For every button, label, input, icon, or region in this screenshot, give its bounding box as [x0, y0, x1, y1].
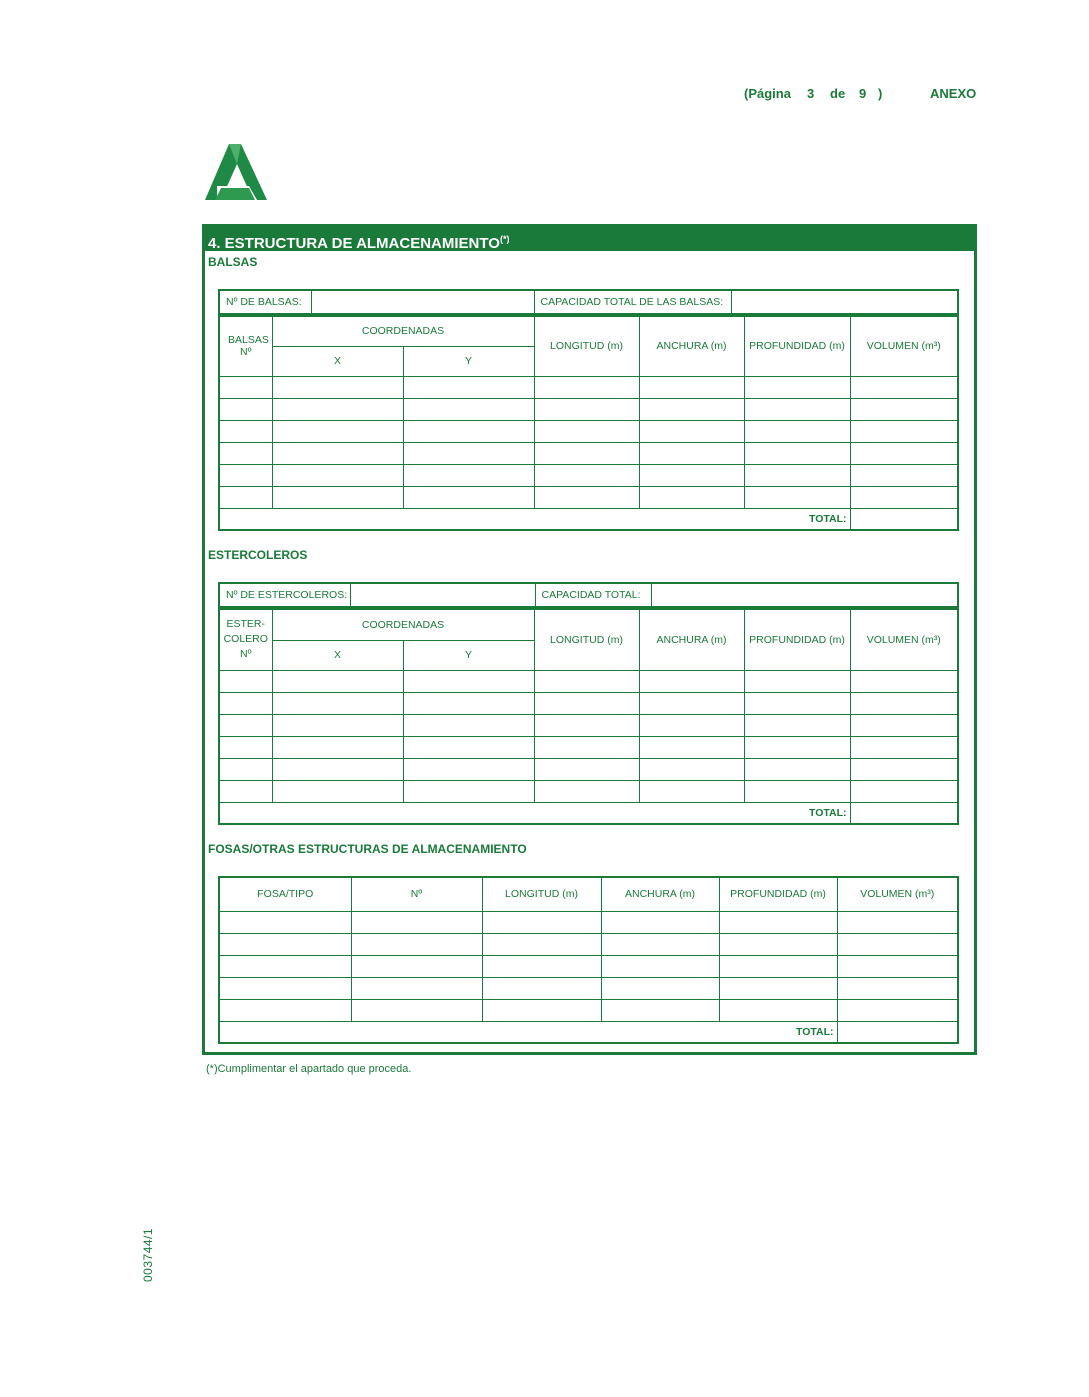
table-row [219, 977, 958, 999]
page-label: (Página [744, 86, 791, 101]
cell[interactable] [482, 911, 601, 933]
estercoleros-count-field[interactable] [350, 583, 535, 607]
cell[interactable] [719, 977, 837, 999]
cell[interactable] [534, 758, 639, 780]
cell[interactable] [272, 398, 403, 420]
table-row [219, 911, 958, 933]
cell[interactable] [351, 933, 482, 955]
cell[interactable] [351, 955, 482, 977]
cell[interactable] [744, 442, 850, 464]
cell[interactable] [219, 933, 351, 955]
cell[interactable] [639, 714, 744, 736]
fosas-total-label: TOTAL: [219, 1021, 837, 1043]
cell[interactable] [219, 758, 272, 780]
estercoleros-summary [218, 582, 959, 608]
cell[interactable] [219, 955, 351, 977]
page-total: 9 [859, 86, 867, 101]
cell[interactable] [219, 714, 272, 736]
cell[interactable] [403, 780, 534, 802]
cell[interactable] [639, 692, 744, 714]
cell[interactable] [639, 736, 744, 758]
section-header [205, 227, 975, 251]
table-row [219, 376, 958, 398]
cell[interactable] [272, 442, 403, 464]
cell[interactable] [272, 714, 403, 736]
cell[interactable] [601, 911, 719, 933]
cell[interactable] [534, 692, 639, 714]
cell[interactable] [534, 714, 639, 736]
cell[interactable] [601, 999, 719, 1021]
cell[interactable] [744, 714, 850, 736]
cell[interactable] [719, 999, 837, 1021]
balsas-col-anchura: ANCHURA (m) [639, 316, 744, 376]
cell[interactable] [639, 398, 744, 420]
cell[interactable] [639, 758, 744, 780]
table-row [219, 780, 958, 802]
cell[interactable] [272, 736, 403, 758]
cell[interactable] [219, 692, 272, 714]
fosas-col-profundidad: PROFUNDIDAD (m) [719, 877, 837, 911]
table-row [219, 955, 958, 977]
cell[interactable] [534, 464, 639, 486]
cell[interactable] [639, 442, 744, 464]
cell[interactable] [351, 977, 482, 999]
fosas-col-longitud: LONGITUD (m) [482, 877, 601, 911]
cell[interactable] [272, 420, 403, 442]
cell[interactable] [837, 977, 958, 999]
cell[interactable] [534, 486, 639, 508]
cell[interactable] [272, 486, 403, 508]
estercoleros-capacity-field[interactable] [651, 583, 958, 607]
balsas-col-id: BALSAS Nº [219, 316, 272, 376]
table-row [219, 464, 958, 486]
junta-andalucia-logo [203, 142, 269, 204]
balsas-table [218, 315, 959, 531]
cell[interactable] [744, 486, 850, 508]
cell[interactable] [639, 486, 744, 508]
cell[interactable] [219, 376, 272, 398]
fosas-table [218, 876, 959, 1044]
cell[interactable] [719, 955, 837, 977]
cell[interactable] [482, 955, 601, 977]
cell[interactable] [719, 911, 837, 933]
balsas-col-profundidad: PROFUNDIDAD (m) [744, 316, 850, 376]
cell[interactable] [850, 736, 958, 758]
cell[interactable] [850, 692, 958, 714]
cell[interactable] [837, 911, 958, 933]
form-code: 003744/1 [141, 1227, 155, 1282]
cell[interactable] [403, 692, 534, 714]
fosas-col-num: Nº [351, 877, 482, 911]
fosas-col-volumen: VOLUMEN (m³) [837, 877, 958, 911]
cell[interactable] [850, 464, 958, 486]
estercoleros-col-id-line2: COLERO [223, 633, 268, 646]
cell[interactable] [403, 714, 534, 736]
cell[interactable] [219, 442, 272, 464]
cell[interactable] [534, 398, 639, 420]
table-row [219, 736, 958, 758]
cell[interactable] [219, 999, 351, 1021]
cell[interactable] [351, 999, 482, 1021]
cell[interactable] [850, 442, 958, 464]
cell[interactable] [850, 420, 958, 442]
cell[interactable] [850, 780, 958, 802]
cell[interactable] [403, 420, 534, 442]
cell[interactable] [639, 670, 744, 692]
page-number: 3 [807, 86, 815, 101]
cell[interactable] [850, 486, 958, 508]
cell[interactable] [534, 736, 639, 758]
balsas-total-field[interactable] [850, 508, 958, 530]
balsas-col-volumen: VOLUMEN (m³) [850, 316, 958, 376]
balsas-total-label: TOTAL: [219, 508, 850, 530]
cell[interactable] [744, 670, 850, 692]
cell[interactable] [534, 780, 639, 802]
table-row [219, 398, 958, 420]
cell[interactable] [272, 758, 403, 780]
estercoleros-col-volumen: VOLUMEN (m³) [850, 609, 958, 670]
cell[interactable] [272, 670, 403, 692]
estercoleros-col-coords: COORDENADAS [272, 609, 534, 640]
balsas-capacity-label: CAPACIDAD TOTAL DE LAS BALSAS: [534, 290, 731, 314]
table-row [219, 692, 958, 714]
cell[interactable] [744, 692, 850, 714]
section-title-note: (*) [499, 234, 510, 244]
cell[interactable] [403, 464, 534, 486]
cell[interactable] [744, 398, 850, 420]
table-row [219, 670, 958, 692]
estercoleros-col-id [219, 609, 272, 670]
cell[interactable] [403, 486, 534, 508]
cell[interactable] [601, 933, 719, 955]
cell[interactable] [850, 398, 958, 420]
balsas-count-field[interactable] [311, 290, 534, 314]
estercoleros-capacity-label: CAPACIDAD TOTAL: [535, 583, 651, 607]
cell[interactable] [482, 999, 601, 1021]
fosas-total-field[interactable] [837, 1021, 958, 1043]
estercoleros-col-id-line3: Nº [240, 648, 252, 661]
cell[interactable] [850, 670, 958, 692]
cell[interactable] [219, 486, 272, 508]
estercoleros-col-id-line1: ESTER- [226, 618, 265, 631]
fosas-heading: FOSAS/OTRAS ESTRUCTURAS DE ALMACENAMIENTO [208, 842, 527, 856]
estercoleros-table [218, 608, 959, 825]
cell[interactable] [837, 955, 958, 977]
cell[interactable] [534, 670, 639, 692]
cell[interactable] [219, 780, 272, 802]
balsas-summary [218, 289, 959, 315]
cell[interactable] [534, 376, 639, 398]
cell[interactable] [744, 376, 850, 398]
cell[interactable] [639, 376, 744, 398]
estercoleros-col-profundidad: PROFUNDIDAD (m) [744, 609, 850, 670]
cell[interactable] [719, 933, 837, 955]
cell[interactable] [403, 736, 534, 758]
cell[interactable] [850, 758, 958, 780]
footnote: (*)Cumplimentar el apartado que proceda. [206, 1063, 412, 1075]
estercoleros-total-field[interactable] [850, 802, 958, 824]
cell[interactable] [744, 780, 850, 802]
estercoleros-heading: ESTERCOLEROS [208, 548, 308, 562]
cell[interactable] [482, 933, 601, 955]
table-row [219, 714, 958, 736]
estercoleros-count-label: Nº DE ESTERCOLEROS: [219, 583, 350, 607]
cell[interactable] [639, 780, 744, 802]
table-row [219, 486, 958, 508]
cell[interactable] [837, 999, 958, 1021]
cell[interactable] [403, 442, 534, 464]
estercoleros-col-x: X [272, 640, 403, 670]
anexo-label: ANEXO [930, 86, 977, 101]
cell[interactable] [219, 398, 272, 420]
cell[interactable] [744, 758, 850, 780]
cell[interactable] [219, 977, 351, 999]
cell[interactable] [482, 977, 601, 999]
estercoleros-total-label: TOTAL: [219, 802, 850, 824]
table-row [219, 933, 958, 955]
section-title: 4. ESTRUCTURA DE ALMACENAMIENTO [208, 235, 500, 252]
cell[interactable] [403, 670, 534, 692]
cell[interactable] [403, 758, 534, 780]
cell[interactable] [534, 442, 639, 464]
cell[interactable] [744, 736, 850, 758]
balsas-col-longitud: LONGITUD (m) [534, 316, 639, 376]
cell[interactable] [351, 911, 482, 933]
cell[interactable] [219, 670, 272, 692]
cell[interactable] [403, 398, 534, 420]
cell[interactable] [850, 376, 958, 398]
cell[interactable] [403, 376, 534, 398]
page-close: ) [878, 86, 883, 101]
fosas-col-anchura: ANCHURA (m) [601, 877, 719, 911]
cell[interactable] [837, 933, 958, 955]
table-row [219, 999, 958, 1021]
balsas-heading: BALSAS [208, 255, 258, 269]
estercoleros-col-y: Y [403, 640, 534, 670]
cell[interactable] [272, 376, 403, 398]
cell[interactable] [639, 420, 744, 442]
cell[interactable] [272, 780, 403, 802]
cell[interactable] [534, 420, 639, 442]
cell[interactable] [272, 464, 403, 486]
balsas-col-y: Y [403, 346, 534, 376]
table-row [219, 420, 958, 442]
balsas-col-coords: COORDENADAS [272, 316, 534, 346]
table-row [219, 442, 958, 464]
estercoleros-col-anchura: ANCHURA (m) [639, 609, 744, 670]
balsas-col-x: X [272, 346, 403, 376]
cell[interactable] [219, 736, 272, 758]
cell[interactable] [219, 420, 272, 442]
fosas-col-tipo: FOSA/TIPO [219, 877, 351, 911]
cell[interactable] [639, 464, 744, 486]
estercoleros-col-longitud: LONGITUD (m) [534, 609, 639, 670]
balsas-count-label: Nº DE BALSAS: [219, 290, 311, 314]
cell[interactable] [601, 955, 719, 977]
cell[interactable] [272, 692, 403, 714]
cell[interactable] [744, 464, 850, 486]
table-row [219, 758, 958, 780]
cell[interactable] [850, 714, 958, 736]
page-of-label: de [830, 86, 846, 101]
balsas-capacity-field[interactable] [731, 290, 958, 314]
cell[interactable] [219, 911, 351, 933]
cell[interactable] [219, 464, 272, 486]
cell[interactable] [601, 977, 719, 999]
cell[interactable] [744, 420, 850, 442]
